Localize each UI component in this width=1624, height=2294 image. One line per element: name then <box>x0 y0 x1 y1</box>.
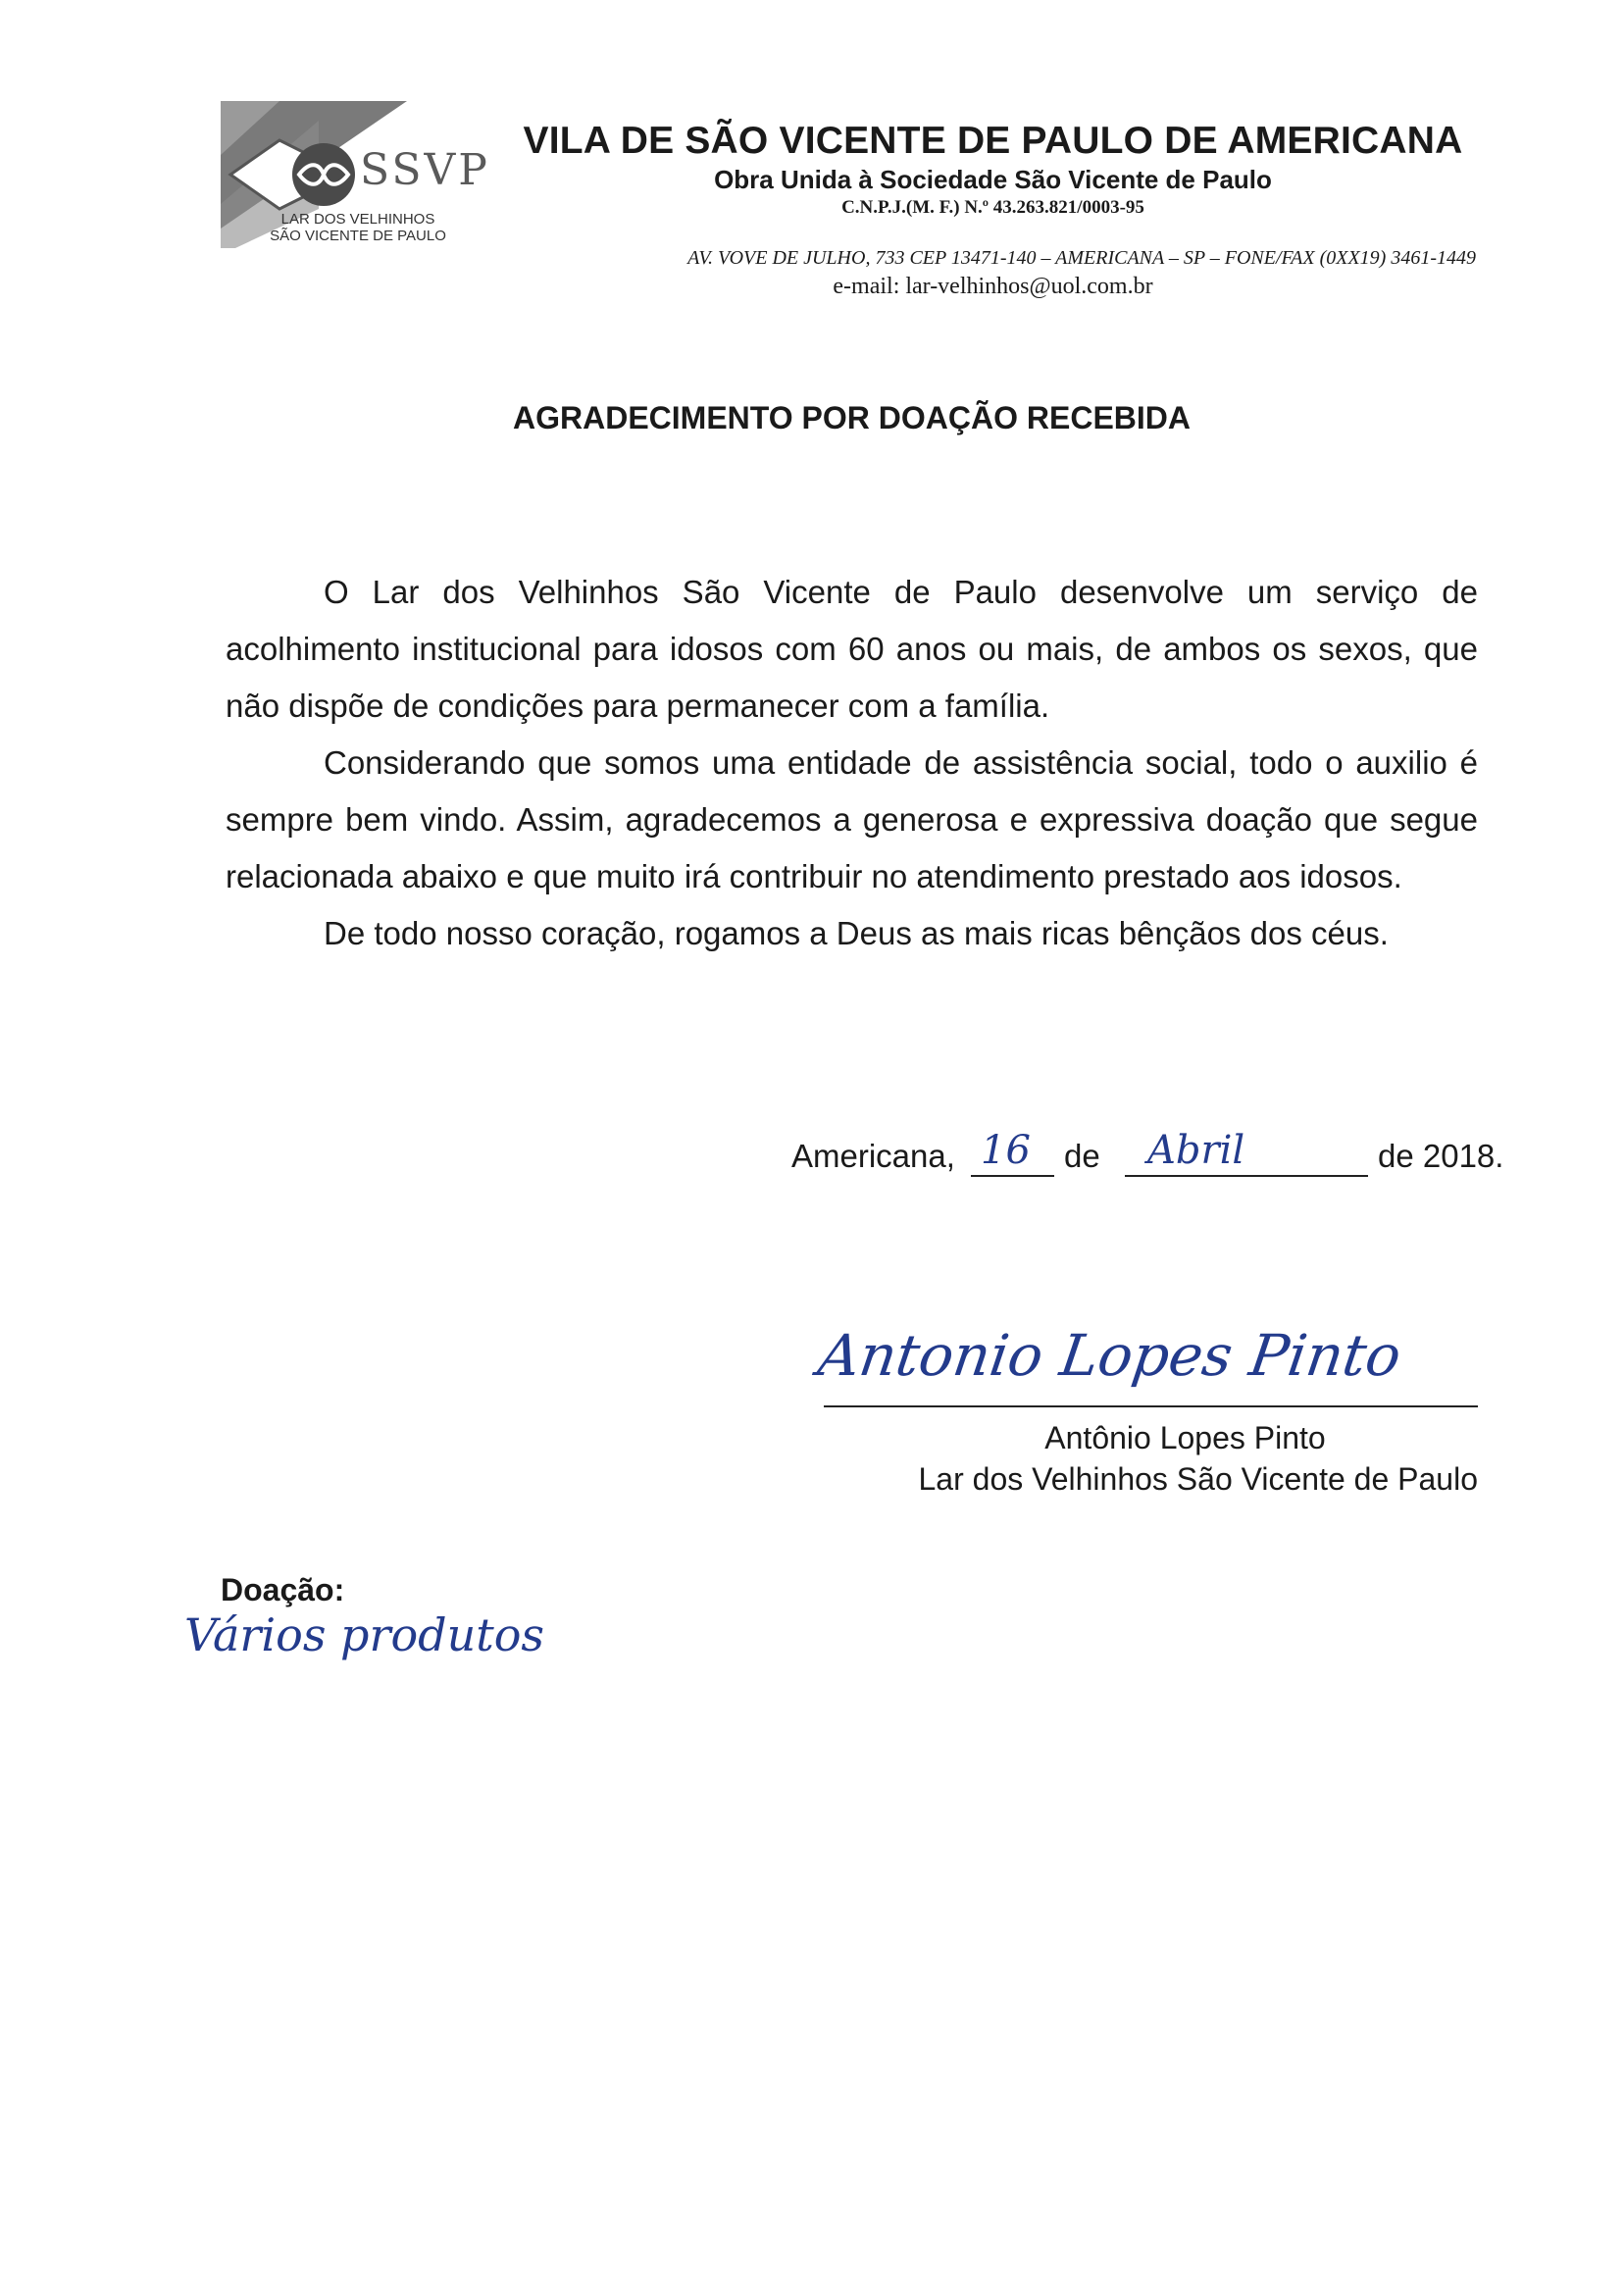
organization-subtitle: Obra Unida à Sociedade São Vicente de Paulo <box>714 165 1272 194</box>
logo-caption-line1: LAR DOS VELHINHOS <box>280 211 435 228</box>
signature-line <box>824 1405 1478 1407</box>
logo-caption-line2: SÃO VICENTE DE PAULO <box>270 228 446 244</box>
organization-name: VILA DE SÃO VICENTE DE PAULO DE AMERICANA <box>523 120 1463 162</box>
date-day-handwritten: 16 <box>981 1128 1031 1173</box>
document-title: AGRADECIMENTO POR DOAÇÃO RECEBIDA <box>513 400 1191 435</box>
date-connector: de <box>1064 1138 1100 1174</box>
logo-text: SSVP <box>360 145 490 195</box>
letter-body <box>226 564 1478 962</box>
logo-caption <box>240 211 476 244</box>
signer-organization: Lar dos Velhinhos São Vicente de Paulo <box>918 1461 1478 1497</box>
donation-label: Doação: <box>221 1572 345 1607</box>
body-paragraph: De todo nosso coração, rogamos a Deus as mais ricas bênçãos dos céus. <box>324 915 1389 951</box>
month-blank <box>1125 1175 1368 1177</box>
signer-name: Antônio Lopes Pinto <box>1044 1420 1326 1455</box>
ssvp-logo <box>221 101 505 248</box>
organization-address: AV. VOVE DE JULHO, 733 CEP 13471-140 – AMERICANA – SP – FONE/FAX (0XX19) 3461-1449 <box>687 247 1476 269</box>
day-blank <box>971 1175 1054 1177</box>
date-city: Americana, <box>791 1138 955 1174</box>
body-paragraph: Considerando que somos uma entidade de assistência social, todo o auxilio é sempre bem vindo. Assim, agradecemos a generosa e expressiva doação que segue relacionada abaixo e que muito irá contribuir no atendimento prestado aos idosos. <box>226 744 1478 894</box>
date-line <box>686 1118 1504 1187</box>
body-paragraph: O Lar dos Velhinhos São Vicente de Paulo desenvolve um serviço de acolhimento institucional para idosos com 60 anos ou mais, de ambos os sexos, que não dispõe de condições para permanecer com a família. <box>226 574 1478 724</box>
organization-email: e-mail: lar-velhinhos@uol.com.br <box>833 274 1153 299</box>
organization-cnpj: C.N.P.J.(M. F.) N.º 43.263.821/0003-95 <box>841 197 1144 218</box>
date-month-handwritten: Abril <box>1147 1128 1245 1173</box>
donation-value-handwritten: Vários produtos <box>184 1608 545 1661</box>
date-year: de 2018. <box>1378 1138 1504 1174</box>
signature-handwriting: Antonio Lopes Pinto <box>814 1322 1405 1389</box>
